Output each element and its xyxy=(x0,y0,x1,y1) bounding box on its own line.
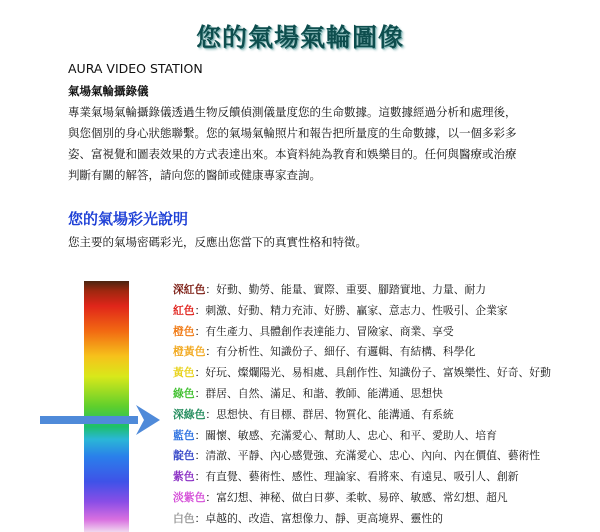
list-item: 深綠色：思想快、有目標、群居、物質化、能溝通、有系統 xyxy=(173,407,454,421)
list-item: 紫色：有直覺、藝術性、感性、理論家、看將來、有遠見、吸引人、創新 xyxy=(173,470,519,484)
color-name: 橙色 xyxy=(173,324,195,338)
intro-line: 與您個別的身心狀態聯繫。您的氣場氣輪照片和報告把所量度的生命數據，以一個多彩多 xyxy=(68,126,517,140)
color-name: 深綠色 xyxy=(173,407,206,421)
list-item: 靛色：清澈、平靜、內心感覺強、充滿愛心、忠心、內向、內在價值、藝術性 xyxy=(173,449,541,463)
color-name: 紅色 xyxy=(173,303,195,317)
station-name: AURA VIDEO STATION xyxy=(68,61,203,76)
list-item: 橙色：有生產力、具體創作表達能力、冒險家、商業、享受 xyxy=(173,324,454,338)
intro-line: 判斷有關的解答，請向您的醫師或健康專家查詢。 xyxy=(68,168,321,182)
color-name: 藍色 xyxy=(173,428,195,442)
pointer-arrow-icon xyxy=(40,403,164,439)
section-description: 您主要的氣場密碼彩光，反應出您當下的真實性格和特徵。 xyxy=(68,235,367,249)
color-description: 有生產力、具體創作表達能力、冒險家、商業、享受 xyxy=(205,324,454,338)
color-name: 紫色 xyxy=(173,470,195,484)
intro-paragraph xyxy=(68,102,568,186)
color-name: 橙黃色 xyxy=(173,345,206,359)
page-title: 您的氣場氣輪圖像 xyxy=(195,23,404,52)
device-subtitle: 氣場氣輪攝錄儀 xyxy=(68,84,149,98)
list-item: 淡紫色：富幻想、神秘、做白日夢、柔軟、易碎、敏感、常幻想、超凡 xyxy=(173,490,508,504)
color-name: 淡紫色 xyxy=(173,490,206,504)
section-title: 您的氣場彩光說明 xyxy=(68,210,189,228)
list-item: 紅色：刺激、好動、精力充沛、好勝、贏家、意志力、性吸引、企業家 xyxy=(173,303,508,317)
color-name: 深紅色 xyxy=(173,283,206,296)
color-description: 好玩、燦爛陽光、易相處、具創作性、知識份子、富娛樂性、好奇、好動 xyxy=(205,366,551,380)
color-description: 富幻想、神秘、做白日夢、柔軟、易碎、敏感、常幻想、超凡 xyxy=(216,490,508,504)
list-item: 白色：卓越的、改造、富想像力、靜、更高境界、靈性的 xyxy=(173,511,443,525)
list-item: 橙黃色：有分析性、知識份子、細仔、有邏輯、有結構、科學化 xyxy=(173,345,476,359)
color-description: 好動、勤勞、能量、實際、重要、腳踏實地、力量、耐力 xyxy=(216,283,487,296)
intro-line: 專業氣場氣輪攝錄儀透過生物反饋偵測儀量度您的生命數據。這數據經過分析和處理後， xyxy=(68,105,517,119)
color-description: 有直覺、藝術性、感性、理論家、看將來、有遠見、吸引人、創新 xyxy=(205,470,519,484)
color-description: 思想快、有目標、群居、物質化、能溝通、有系統 xyxy=(216,407,454,421)
color-description: 有分析性、知識份子、細仔、有邏輯、有結構、科學化 xyxy=(216,345,476,359)
list-item: 藍色：關懷、敏感、充滿愛心、幫助人、忠心、和平、愛助人、培育 xyxy=(173,428,497,442)
list-item: 黃色：好玩、燦爛陽光、易相處、具創作性、知識份子、富娛樂性、好奇、好動 xyxy=(173,366,551,380)
color-description: 刺激、好動、精力充沛、好勝、贏家、意志力、性吸引、企業家 xyxy=(205,303,508,317)
color-description: 關懷、敏感、充滿愛心、幫助人、忠心、和平、愛助人、培育 xyxy=(205,428,497,442)
color-description: 群居、自然、滿足、和諧、教師、能溝通、思想快 xyxy=(205,386,443,400)
intro-line: 姿、富視覺和圖表效果的方式表達出來。本資料純為教育和娛樂目的。任何與醫療或治療 xyxy=(68,147,517,161)
color-name: 綠色 xyxy=(173,386,195,400)
color-description: 清澈、平靜、內心感覺強、充滿愛心、忠心、內向、內在價值、藝術性 xyxy=(205,449,541,463)
list-item: 綠色：群居、自然、滿足、和諧、教師、能溝通、思想快 xyxy=(173,386,443,400)
color-name: 靛色 xyxy=(173,449,195,463)
color-name: 黃色 xyxy=(173,366,195,380)
color-name: 白色 xyxy=(173,511,195,525)
aura-color-list xyxy=(173,282,593,532)
color-description: 卓越的、改造、富想像力、靜、更高境界、靈性的 xyxy=(205,511,443,525)
list-item: 深紅色：好動、勤勞、能量、實際、重要、腳踏實地、力量、耐力 xyxy=(173,283,487,296)
